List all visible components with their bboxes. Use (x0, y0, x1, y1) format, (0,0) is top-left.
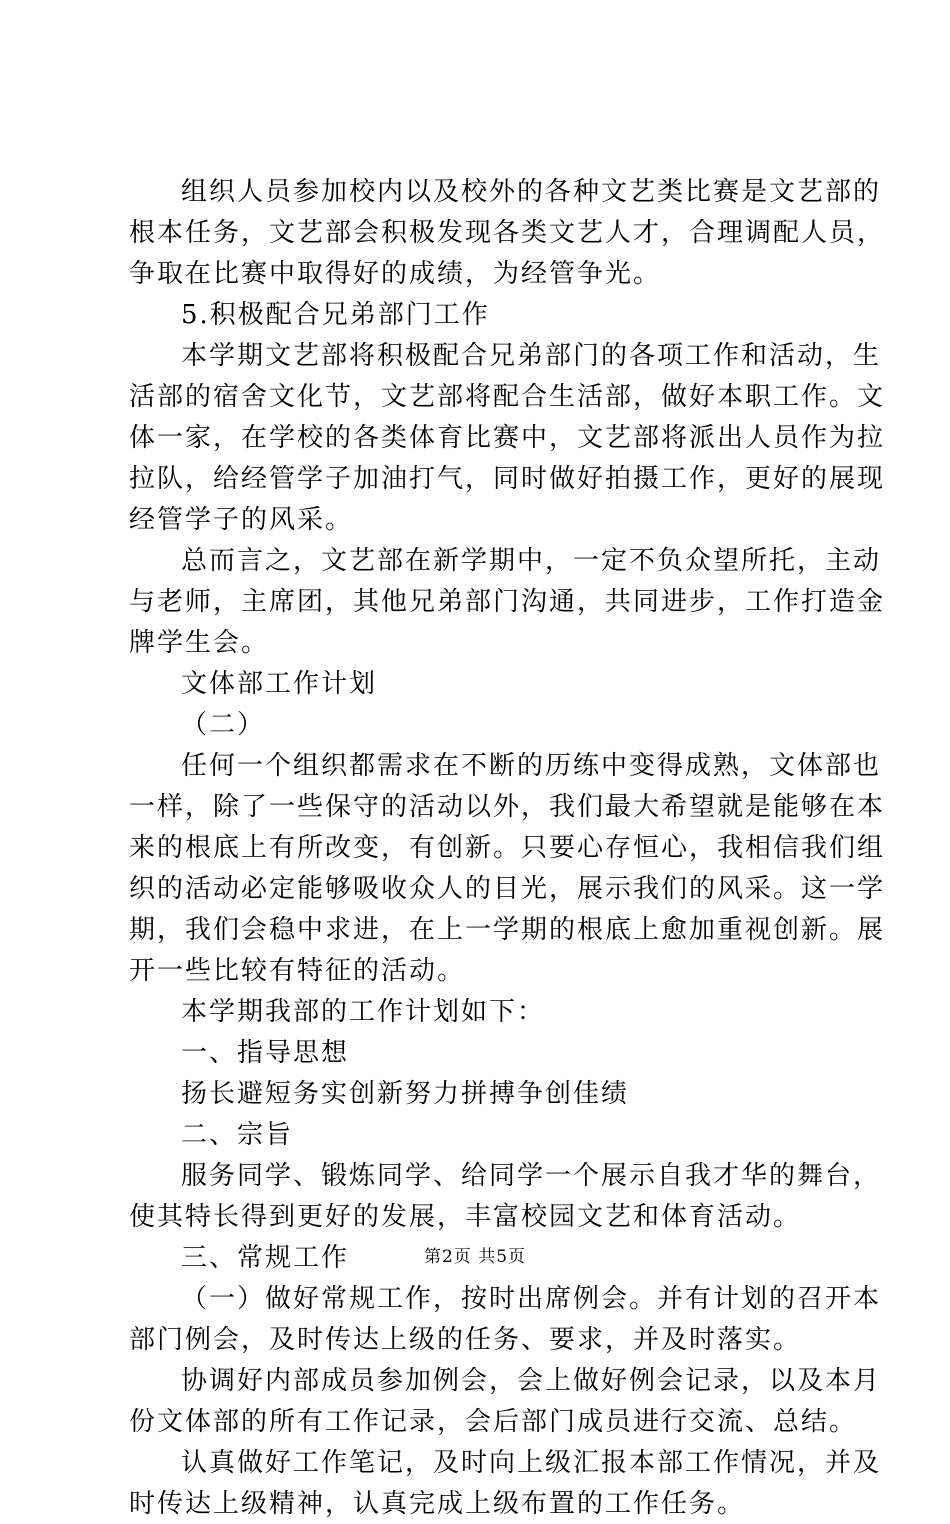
text-line: 协调好内部成员参加例会，会上做好例会记录，以及本月 (181, 1366, 882, 1396)
page-footer: 第2页 共5页 (423, 1247, 527, 1267)
text-line: 来的根底上有所改变，有创新。只要心存恒心，我相信我们组 (129, 833, 886, 863)
text-line: 总而言之，文艺部在新学期中，一定不负众望所托，主动 (181, 546, 882, 576)
text-line: 5.积极配合兄弟部门工作 (181, 300, 490, 330)
text-line: 服务同学、锻炼同学、给同学一个展示自我才华的舞台， (181, 1161, 882, 1191)
text-line: 文体部工作计划 (181, 669, 378, 699)
text-line: 部门例会，及时传达上级的任务、要求，并及时落实。 (129, 1325, 802, 1355)
text-line: 经管学子的风采。 (129, 505, 354, 535)
text-line: 开一些比较有特征的活动。 (129, 956, 466, 986)
text-line: 与老师，主席团，其他兄弟部门沟通，共同进步，工作打造金 (129, 587, 886, 617)
text-line: 根本任务，文艺部会积极发现各类文艺人才，合理调配人员， (129, 218, 886, 248)
text-line: 拉队，给经管学子加油打气，同时做好拍摄工作，更好的展现 (129, 464, 886, 494)
text-line: 使其特长得到更好的发展，丰富校园文艺和体育活动。 (129, 1202, 802, 1232)
text-line: 扬长避短务实创新努力拼搏争创佳绩 (181, 1079, 630, 1109)
text-line: 二、宗旨 (181, 1120, 294, 1150)
text-line: 认真做好工作笔记，及时向上级汇报本部工作情况，并及 (181, 1448, 882, 1478)
text-line: 争取在比赛中取得好的成绩，为经管争光。 (129, 259, 662, 289)
text-line: 任何一个组织都需求在不断的历练中变得成熟，文体部也 (181, 751, 882, 781)
text-line: 一、指导思想 (181, 1038, 350, 1068)
text-line: 一样，除了一些保守的活动以外，我们最大希望就是能够在本 (129, 792, 886, 822)
text-line: 牌学生会。 (129, 628, 270, 658)
text-line: 织的活动必定能够吸收众人的目光，展示我们的风采。这一学 (129, 874, 886, 904)
text-line: 活部的宿舍文化节，文艺部将配合生活部，做好本职工作。文 (129, 382, 886, 412)
text-line: 本学期我部的工作计划如下： (181, 997, 546, 1027)
text-line: 份文体部的所有工作记录，会后部门成员进行交流、总结。 (129, 1407, 858, 1437)
text-line: （二） (181, 710, 266, 740)
text-line: 时传达上级精神，认真完成上级布置的工作任务。 (129, 1489, 746, 1519)
text-line: 本学期文艺部将积极配合兄弟部门的各项工作和活动，生 (181, 341, 882, 371)
text-line: （一）做好常规工作，按时出席例会。并有计划的召开本 (181, 1284, 882, 1314)
text-line: 体一家，在学校的各类体育比赛中，文艺部将派出人员作为拉 (129, 423, 886, 453)
text-line: 期，我们会稳中求进，在上一学期的根底上愈加重视创新。展 (129, 915, 886, 945)
text-line: 三、常规工作 (181, 1243, 350, 1273)
text-line: 组织人员参加校内以及校外的各种文艺类比赛是文艺部的 (181, 177, 882, 207)
